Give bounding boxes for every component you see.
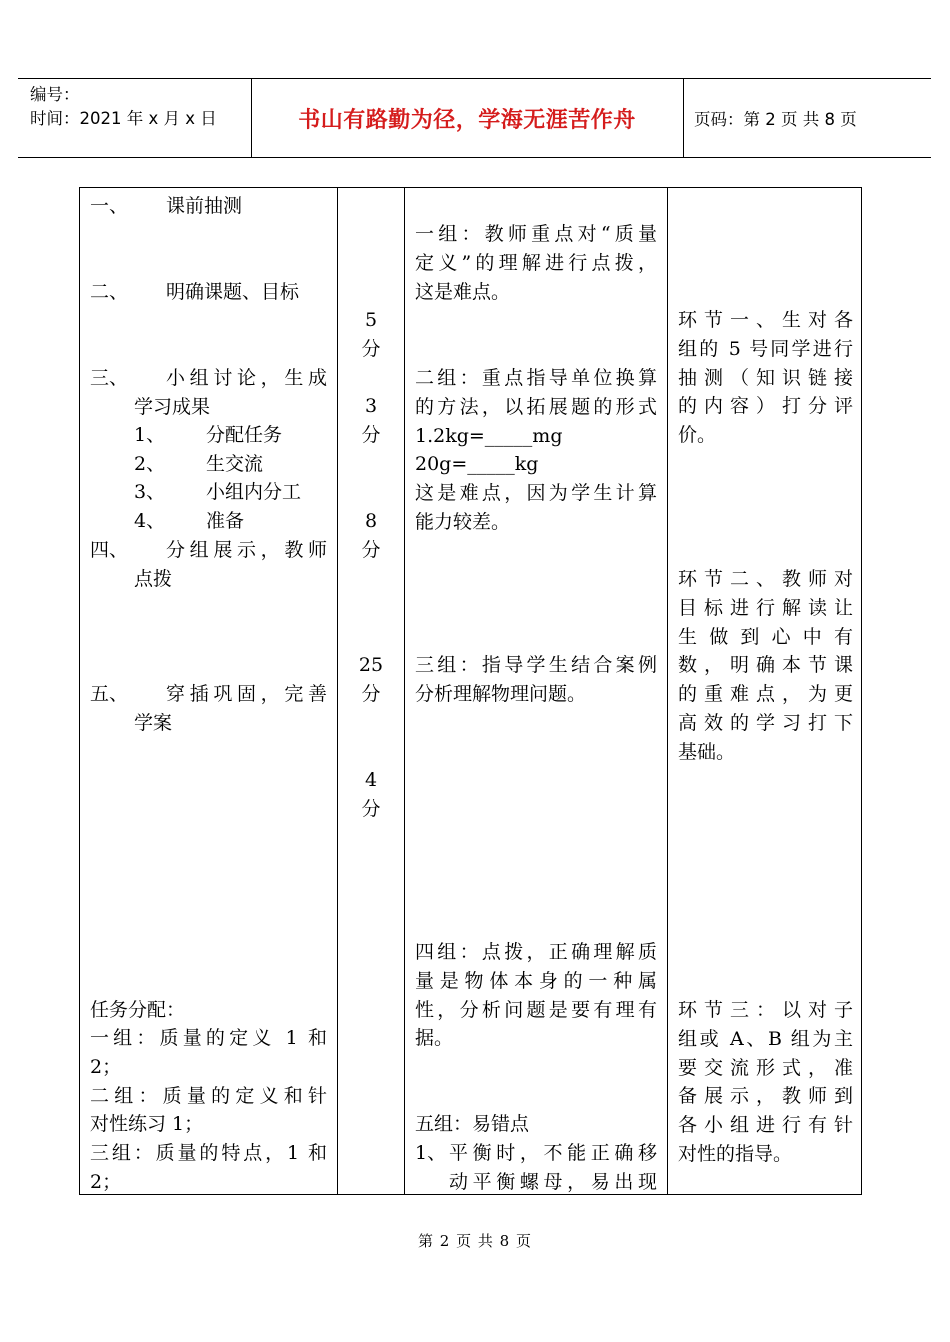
guidance-group-5-title: 五组：易错点	[415, 1113, 530, 1135]
task-line: 一组：质量的定义 1 和	[90, 1027, 327, 1049]
header-meta	[30, 83, 217, 131]
task-line: 2；	[90, 1056, 122, 1078]
time-label: 时间：2021 年 x 月 x 日	[30, 109, 217, 128]
time-value: 4	[364, 769, 378, 791]
substep-number: 4、	[134, 510, 166, 532]
note-stage-2: 环节二、教师对 目标进行解读让 生做到心中有 数，明确本节课 的重难点，为更 高效的学习打下 基础。	[678, 568, 853, 763]
step-text-cont: 学案	[134, 712, 173, 734]
step-text: 小组讨论，生成	[166, 367, 327, 389]
number-label: 编号：	[30, 85, 80, 104]
time-value: 3	[364, 395, 378, 417]
step-number: 五、	[90, 683, 129, 705]
step-number: 四、	[90, 539, 129, 561]
time-unit: 分	[361, 539, 381, 561]
step-text: 课前抽测	[166, 195, 243, 217]
column-divider	[667, 187, 668, 1195]
substep-text: 生交流	[206, 453, 264, 475]
substep-number: 1、	[134, 424, 166, 446]
time-unit: 分	[361, 424, 381, 446]
task-line: 三组：质量的特点，1 和	[90, 1142, 327, 1164]
time-value: 8	[364, 510, 378, 532]
time-unit: 分	[361, 798, 381, 820]
task-line: 二组：质量的定义和针	[90, 1085, 327, 1107]
substep-text: 分配任务	[206, 424, 283, 446]
task-title: 任务分配：	[90, 999, 186, 1021]
substep-number: 2、	[134, 453, 166, 475]
time-unit: 分	[361, 683, 381, 705]
step-number: 一、	[90, 195, 129, 217]
motto: 书山有路勤为径，学海无涯苦作舟	[298, 107, 636, 133]
task-line: 2；	[90, 1171, 122, 1193]
substep-number: 3、	[134, 481, 166, 503]
column-divider	[404, 187, 405, 1195]
substep-text: 准备	[206, 510, 245, 532]
guidance-item-number: 1、	[415, 1142, 447, 1164]
substep-text: 小组内分工	[206, 481, 302, 503]
page-header	[18, 78, 931, 158]
guidance-item-text: 平衡时，不能正确移	[449, 1142, 657, 1164]
step-number: 三、	[90, 367, 129, 389]
step-text: 明确课题、目标	[166, 281, 300, 303]
step-text-cont: 学习成果	[134, 396, 211, 418]
time-value: 5	[364, 309, 378, 331]
step-text: 分组展示，教师	[166, 539, 327, 561]
guidance-group-4: 四组：点拨，正确理解质 量是物体本身的一种属 性，分析问题是要有理有 据。	[415, 941, 657, 1050]
guidance-group-3: 三组：指导学生结合案例 分析理解物理问题。	[415, 654, 657, 705]
time-unit: 分	[361, 338, 381, 360]
note-stage-3: 环节三：以对子 组或 A、B 组为主 要交流形式，准 备展示，教师到 各小组进行有针 对性的指导。	[678, 999, 853, 1165]
guidance-group-1: 一组：教师重点对“质量 定义”的理解进行点拨， 这是难点。	[415, 223, 657, 303]
step-text: 穿插巩固，完善	[166, 683, 327, 705]
task-line: 对性练习 1；	[90, 1113, 204, 1135]
step-text-cont: 点拨	[134, 568, 173, 590]
time-value: 25	[358, 654, 384, 676]
page-footer: 第 2 页 共 8 页	[418, 1232, 532, 1250]
header-divider	[683, 79, 684, 157]
step-number: 二、	[90, 281, 129, 303]
guidance-group-2: 二组：重点指导单位换算 的方法，以拓展题的形式 1.2kg=_____mg 20g=_____kg 这是难点，因为学生计算 能力较差。	[415, 367, 657, 533]
note-stage-1: 环节一、生对各 组的 5 号同学进行 抽测（知识链接 的内容）打分评 价。	[678, 309, 853, 447]
guidance-item-text: 动平衡螺母，易出现	[449, 1171, 657, 1193]
page-indicator: 页码：第 2 页 共 8 页	[694, 110, 857, 129]
